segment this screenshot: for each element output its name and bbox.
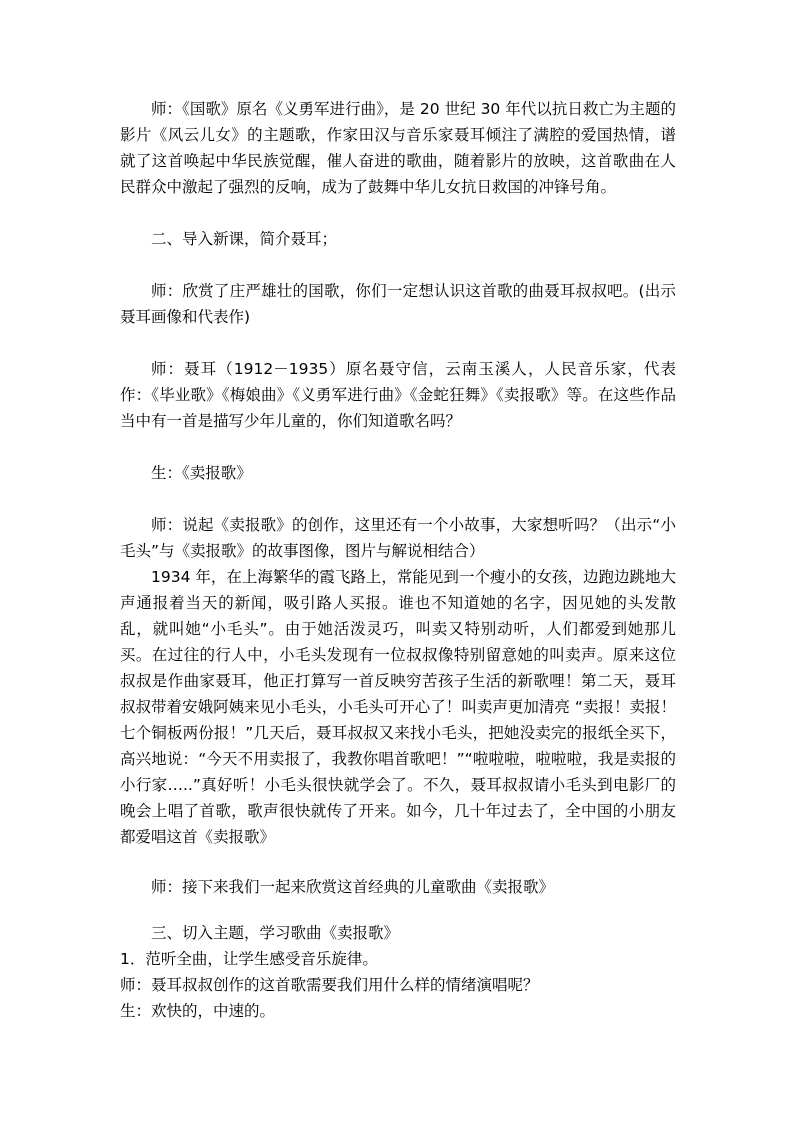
section-heading-learn-song: 三、切入主题，学习歌曲《卖报歌》 [151, 924, 400, 942]
paragraph-teacher-question: 师：聂耳叔叔创作的这首歌需要我们用什么样的情绪演唱呢？ [120, 976, 539, 994]
paragraph-teacher-nie-er: 师：欣赏了庄严雄壮的国歌，你们一定想认识这首歌的曲聂耳叔叔吧。(出示聂耳画像和代表作) [120, 282, 676, 326]
paragraph-student-reply: 生：欢快的，中速的。 [120, 1002, 276, 1020]
list-item-listen-song: 1．范听全曲，让学生感受音乐旋律。 [120, 950, 378, 968]
paragraph-student-answer: 生：《卖报歌》 [151, 464, 252, 482]
document-page [120, 96, 676, 1024]
section-heading-introduce-nie-er: 二、导入新课，简介聂耳； [151, 230, 338, 248]
paragraph-story: 1934 年，在上海繁华的霞飞路上，常能见到一个瘦小的女孩，边跑边跳地大声通报着当天的新闻，吸引路人买报。谁也不知道她的名字，因见她的头发散乱，就叫她“小毛头”。由于她活泼灵巧，叫卖又特别动听，人们都爱到她那儿买。在过往的行人中，小毛头发现有一位叔叔像特别留意她的叫卖声。原来这位叔叔是作曲家聂耳，他正打算写一首反映穷苦孩子生活的新歌哩！第二天，聂耳叔叔带着安娥阿姨来见小毛头，小毛头可开心了！叫卖声更加清亮 “卖报！卖报！七个铜板两份报！”几天后，聂耳叔叔又来找小毛头，把她没卖完的报纸全买下，高兴地说：“今天不用卖报了，我教你唱首歌吧！”“啦啦啦，啦啦啦，我是卖报的小行家…..”真好听！小毛头很快就学会了。不久，聂耳叔叔请小毛头到电影厂的晚会上唱了首歌，歌声很快就传了开来。如今，几十年过去了，全中国的小朋友都爱唱这首《卖报歌》 [120, 568, 676, 846]
paragraph-nie-er-bio: 师：聂耳（1912－1935）原名聂守信，云南玉溪人，人民音乐家，代表作：《毕业歌》《梅娘曲》《义勇军进行曲》《金蛇狂舞》《卖报歌》等。在这些作品当中有一首是描写少年儿童的，你们知道歌名吗？ [120, 360, 676, 430]
paragraph-teacher-story-intro: 师：说起《卖报歌》的创作，这里还有一个小故事，大家想听吗？（出示“小毛头”与《卖报歌》的故事图像，图片与解说相结合） [120, 516, 676, 560]
paragraph-teacher-listen: 师：接下来我们一起来欣赏这首经典的儿童歌曲《卖报歌》 [151, 878, 555, 896]
paragraph-anthem-intro: 师：《国歌》原名《义勇军进行曲》，是 20 世纪 30 年代以抗日救亡为主题的影片《风云儿女》的主题歌，作家田汉与音乐家聂耳倾注了满腔的爱国热情，谱就了这首唤起中华民族觉醒，催人奋进的歌曲，随着影片的放映，这首歌曲在人民群众中激起了强烈的反响，成为了鼓舞中华儿女抗日救国的冲锋号角。 [120, 100, 676, 196]
